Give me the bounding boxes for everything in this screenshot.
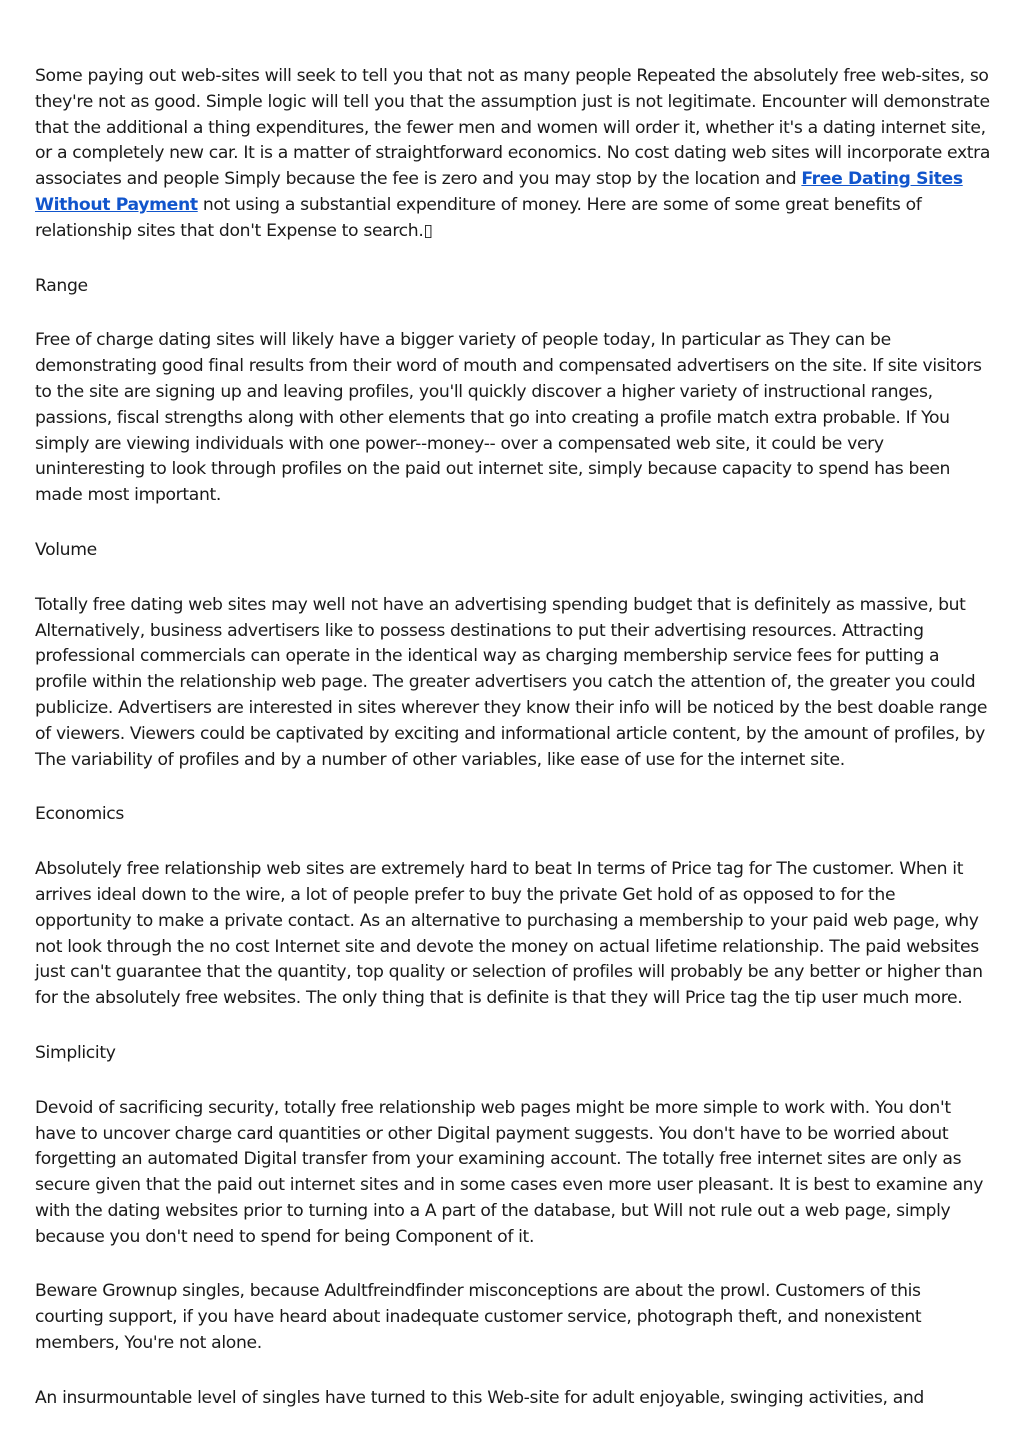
- section-heading-volume: Volume: [35, 539, 97, 560]
- document-body: [35, 64, 993, 1441]
- section-heading-range: Range: [35, 275, 88, 296]
- intro-text-start: Some paying out web-sites will seek to tell you that not as many people Repeated the absolutely free web-sites, so they're not as good. Simple logic will tell you that the assumption just is not legitimate. Encounter will demonstrate that the additional a thing expenditures, the fewer men and women will order it, whether it's a dating internet site, or a completely new car. It is a matter of straightforward economics. No cost dating web sites will incorporate extra associates and people Simply because the fee is zero and you may stop by the location and: [35, 66, 991, 190]
- intro-text-end: not using a substantial expenditure of money. Here are some of some great benefits of relationship sites that don't Expense to search.▯: [35, 194, 922, 241]
- range-paragraph: Free of charge dating sites will likely have a bigger variety of people today, In particular as They can be demonstrating good final results from their word of mouth and compensated advertisers on the site. If site visitors to the site are signing up and leaving profiles, you'll quickly discover a higher variety of instructional ranges, passions, fiscal strengths along with other elements that go into creating a profile match extra probable. If You simply are viewing individuals with one power--money-- over a compensated web site, it could be very uninteresting to look through profiles on the paid out internet site, simply because capacity to spend has been made most important.: [35, 330, 982, 506]
- section-heading-economics: Economics: [35, 804, 125, 825]
- simplicity-paragraph: Devoid of sacrificing security, totally free relationship web pages might be more simple to work with. You don't have to uncover charge card quantities or other Digital payment suggests. You don't have to be worried about forgetting an automated Digital transfer from your examining account. The totally free internet sites are only as secure given that the paid out internet sites and in some cases even more user pleasant. It is best to examine any with the dating websites prior to turning into a A part of the database, but Will not rule out a web page, simply because you don't need to spend for being Component of it.: [35, 1097, 984, 1247]
- volume-paragraph: Totally free dating web sites may well not have an advertising spending budget that is definitely as massive, but Alternatively, business advertisers like to possess destinations to put their advertising resources. Attracting professional commercials can operate in the identical way as charging membership service fees for putting a profile within the relationship web page. The greater advertisers you catch the attention of, the greater you could publicize. Advertisers are interested in sites wherever they know their info will be noticed by the best doable range of viewers. Viewers could be captivated by exciting and informational article content, by the amount of profiles, by The variability of profiles and by a number of other variables, like ease of use for the internet site.: [35, 594, 988, 770]
- closing-paragraph: An insurmountable level of singles have turned to this Web-site for adult enjoyable, swinging activities, and: [35, 1387, 924, 1408]
- economics-paragraph: Absolutely free relationship web sites are extremely hard to beat In terms of Price tag for The customer. When it arrives ideal down to the wire, a lot of people prefer to buy the private Get hold of as opposed to for the opportunity to make a private contact. As an alternative to purchasing a membership to your paid web page, why not look through the no cost Internet site and devote the money on actual lifetime relationship. The paid websites just can't guarantee that the quantity, top quality or selection of profiles will probably be any better or higher than for the absolutely free websites. The only thing that is definite is that they will Price tag the tip user much more.: [35, 859, 983, 1009]
- free-dating-sites-link[interactable]: Free Dating Sites Without Payment: [35, 169, 963, 215]
- section-heading-simplicity: Simplicity: [35, 1042, 116, 1063]
- intro-paragraph: [35, 64, 993, 245]
- beware-paragraph: Beware Grownup singles, because Adultfreindfinder misconceptions are about the prowl. Customers of this courting support, if you have heard about inadequate customer service, photograph theft, and nonexistent members, You're not alone.: [35, 1281, 922, 1354]
